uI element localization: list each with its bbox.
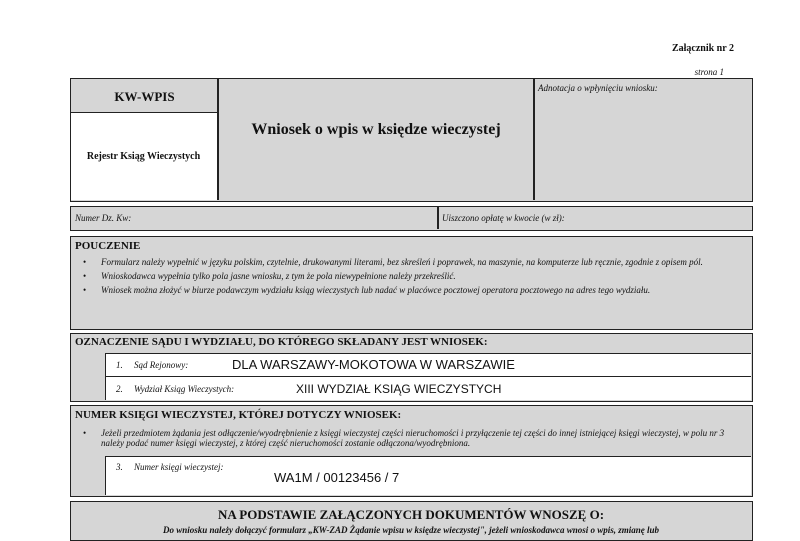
department-field[interactable] xyxy=(105,376,751,400)
annotation-label: Adnotacja o wpłynięciu wniosku: xyxy=(538,83,658,93)
book-number-value: WA1M / 00123456 / 7 xyxy=(274,470,400,485)
field-number: 3. xyxy=(116,462,123,472)
book-section-heading: NUMER KSIĘGI WIECZYSTEJ, KTÓREJ DOTYCZY WNIOSEK: xyxy=(75,409,402,421)
documents-subtext: Do wniosku należy dołączyć formularz „KW-ZAD Żądanie wpisu w księdze wieczystej", jeżeli wnioskodawca wnosi o wpis, zmianę lub xyxy=(163,525,659,535)
documents-section xyxy=(70,501,753,541)
book-number-field[interactable] xyxy=(105,456,751,495)
divider xyxy=(437,207,439,229)
instruction-list xyxy=(71,257,747,299)
court-section-heading: OZNACZENIE SĄDU I WYDZIAŁU, DO KTÓREGO SKŁADANY JEST WNIOSEK: xyxy=(75,336,488,348)
instruction-item: • Formularz należy wypełnić w języku polskim, czytelnie, drukowanymi literami, bez skreśleń i poprawek, na maszynie, na komputerze lub ręcznie, zgodnie z opisem pól. xyxy=(71,257,747,267)
fee-row xyxy=(70,206,753,231)
court-value: DLA WARSZAWY-MOKOTOWA W WARSZAWIE xyxy=(232,357,515,372)
department-value: XIII WYDZIAŁ KSIĄG WIECZYSTYCH xyxy=(296,382,502,396)
title-block xyxy=(70,78,753,202)
instruction-item: • Wnioskodawca wypełnia tylko pola jasne wniosku, z tym że pola niewypełnione należy przekreślić. xyxy=(71,271,747,281)
book-note: • Jeżeli przedmiotem żądania jest odłączenie/wyodrębnienie z księgi wieczystej części nieruchomości i przyłączenie tej części do innej istniejącej księgi wieczystej, w polu nr 3 należy podać numer księgi wieczystej, z której część nieruchomości zostanie odłączona/wyodrębniona. xyxy=(71,428,747,448)
court-field[interactable] xyxy=(105,353,751,376)
form-code: KW-WPIS xyxy=(114,89,175,104)
documents-heading: NA PODSTAWIE ZAŁĄCZONYCH DOKUMENTÓW WNOSZĘ O: xyxy=(217,507,605,522)
registry-label: Rejestr Ksiąg Wieczystych xyxy=(86,151,201,162)
instruction-box xyxy=(70,236,753,330)
field-number: 2. xyxy=(116,384,123,394)
field-label: Wydział Ksiąg Wieczystych: xyxy=(134,384,235,394)
form-title: Wniosek o wpis w księdze wieczystej xyxy=(251,121,501,138)
divider xyxy=(533,79,535,200)
page-number: strona 1 xyxy=(694,67,724,77)
court-section xyxy=(70,333,753,402)
book-section xyxy=(70,405,753,497)
divider xyxy=(217,79,219,200)
journal-number-label: Numer Dz. Kw: xyxy=(75,213,132,223)
fee-label: Uiszczono opłatę w kwocie (w zł): xyxy=(442,213,565,223)
instruction-heading: POUCZENIE xyxy=(75,240,141,252)
field-label: Numer księgi wieczystej: xyxy=(134,462,224,472)
registry-cell xyxy=(71,112,218,200)
field-label: Sąd Rejonowy: xyxy=(134,360,189,370)
field-number: 1. xyxy=(116,360,123,370)
book-note-list xyxy=(71,428,747,452)
instruction-item: • Wniosek można złożyć w biurze podawczym wydziału ksiąg wieczystych lub nadać w placówce pocztowej operatora pocztowego na adres tego wydziału. xyxy=(71,285,747,295)
attachment-label: Załącznik nr 2 xyxy=(671,43,734,54)
